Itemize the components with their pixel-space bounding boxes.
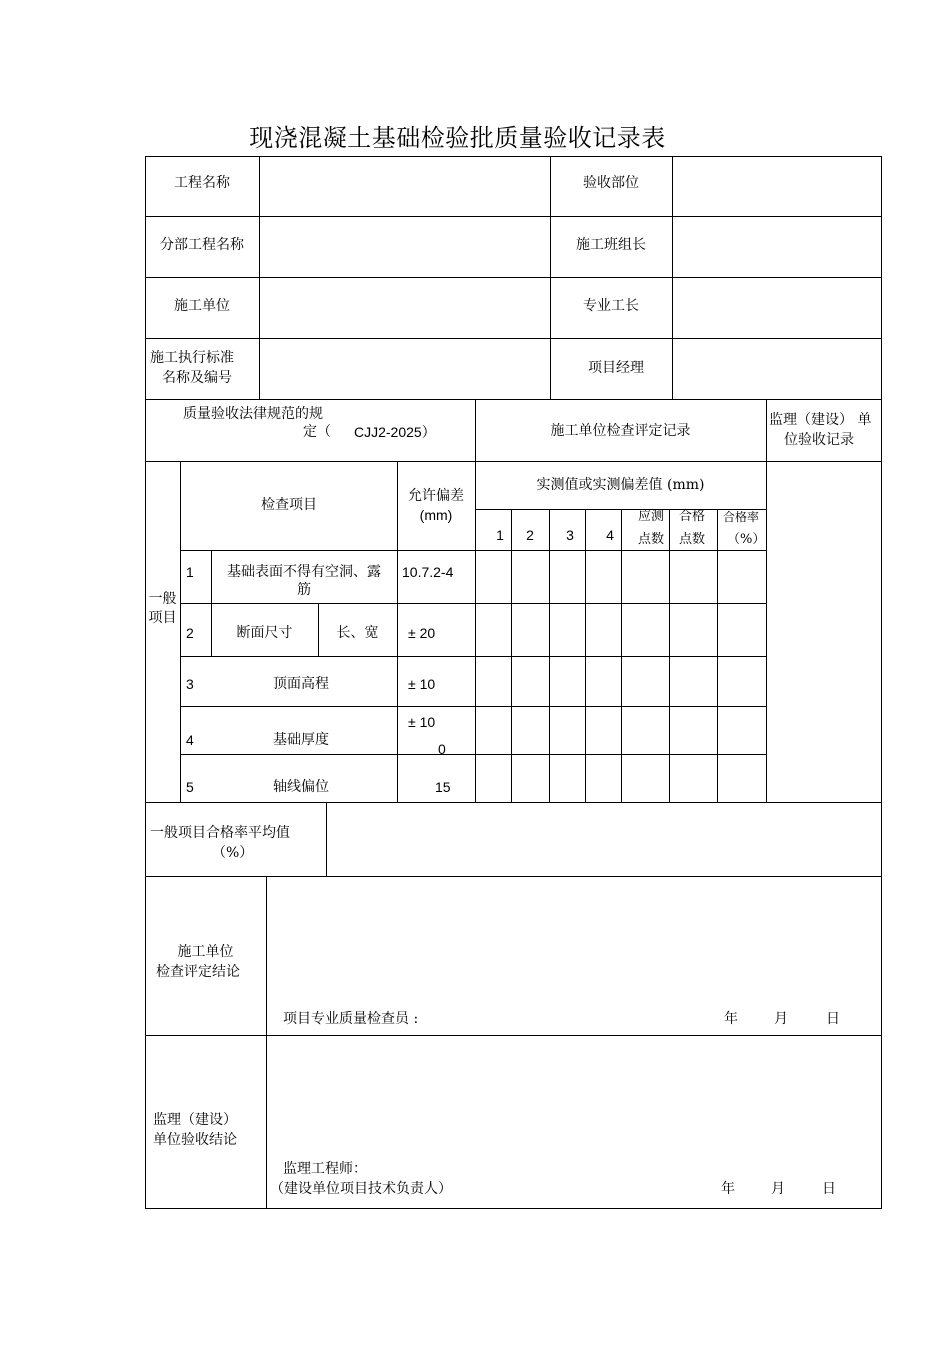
- supervisor-date-month: 月: [771, 1181, 785, 1197]
- supervisor-heading-line2: 位验收记录: [784, 432, 854, 448]
- document-title: 现浇混凝土基础检验批质量验收记录表: [249, 124, 666, 152]
- row-4-item: 基础厚度: [273, 732, 329, 748]
- label-acceptance-part: 验收部位: [583, 175, 639, 191]
- row-5-number: 5: [186, 779, 194, 795]
- table-rule-horizontal: [145, 1035, 882, 1036]
- table-rule-vertical: [766, 399, 767, 803]
- average-label-line1: 一般项目合格率平均值: [150, 825, 290, 841]
- average-label-line2: （%）: [212, 845, 254, 861]
- row-3-number: 3: [186, 676, 194, 692]
- spec-code: CJJ2-2025）: [354, 424, 436, 440]
- column-measure-2: 2: [526, 527, 534, 543]
- column-measure-4: 4: [606, 527, 614, 543]
- table-rule-vertical: [511, 509, 512, 803]
- row-2-subitem: 长、宽: [336, 625, 379, 641]
- table-rule-horizontal: [145, 1208, 882, 1209]
- column-tolerance-line2: (mm): [419, 507, 453, 523]
- table-rule-vertical: [585, 509, 586, 803]
- label-construction-unit: 施工单位: [174, 298, 230, 314]
- column-rate-line1: 合格率: [723, 510, 760, 524]
- owner-technical-lead-signature: （建设单位项目技术负责人）: [270, 1181, 452, 1197]
- table-rule-vertical: [881, 156, 882, 1209]
- column-rate-line2: （%）: [727, 532, 766, 547]
- table-rule-horizontal: [181, 754, 767, 755]
- contractor-date-day: 日: [826, 1011, 840, 1027]
- contractor-record-heading: 施工单位检查评定记录: [550, 423, 691, 439]
- label-standard-line1: 施工执行标准: [150, 350, 234, 366]
- label-project-manager: 项目经理: [588, 360, 644, 376]
- table-rule-vertical: [717, 509, 718, 803]
- table-rule-horizontal: [145, 338, 882, 339]
- table-rule-vertical: [266, 876, 267, 1209]
- row-1-item-line2: 筋: [297, 582, 311, 598]
- column-tolerance-line1: 允许偏差: [408, 488, 464, 504]
- column-check-item: 检查项目: [261, 497, 317, 513]
- label-standard-line2: 名称及编号: [162, 370, 232, 386]
- row-2-tolerance: ± 20: [408, 625, 436, 641]
- table-rule-vertical: [259, 156, 260, 400]
- supervisor-heading-line1: 监理（建设） 单: [769, 412, 872, 428]
- row-5-item: 轴线偏位: [273, 779, 329, 795]
- row-4-number: 4: [186, 732, 194, 748]
- table-rule-horizontal: [145, 216, 882, 217]
- quality-inspector-signature: 项目专业质量检查员 :: [283, 1011, 419, 1027]
- general-items-vertical-label: 一般项目: [148, 591, 177, 626]
- spec-line1: 质量验收法律规范的规: [183, 406, 323, 422]
- contractor-date-month: 月: [774, 1011, 788, 1027]
- table-rule-horizontal: [145, 461, 882, 462]
- supervisor-date-year: 年: [721, 1181, 735, 1197]
- row-1-tolerance: 10.7.2-4: [402, 564, 454, 580]
- row-4-tolerance-line1: ± 10: [408, 714, 436, 730]
- column-pass-line1: 合格: [679, 509, 706, 524]
- contractor-conclusion-label-line2: 检查评定结论: [156, 964, 240, 980]
- table-rule-vertical: [621, 509, 622, 803]
- table-rule-horizontal: [181, 656, 767, 657]
- row-5-tolerance: 15: [435, 779, 451, 795]
- column-measure-1: 1: [496, 527, 504, 543]
- row-1-item-line1: 基础表面不得有空洞、露: [227, 564, 381, 580]
- supervisor-date-day: 日: [822, 1181, 836, 1197]
- column-measure-3: 3: [566, 527, 574, 543]
- row-2-item: 断面尺寸: [236, 625, 293, 641]
- supervisor-conclusion-label-line1: 监理（建设）: [153, 1112, 237, 1128]
- column-points-line1: 应测: [638, 509, 665, 524]
- table-rule-horizontal: [145, 802, 882, 803]
- table-rule-horizontal: [181, 603, 767, 604]
- table-rule-horizontal: [145, 156, 882, 157]
- row-3-tolerance: ± 10: [408, 676, 436, 692]
- row-4-tolerance-line2: 0: [438, 741, 446, 757]
- row-2-number: 2: [186, 625, 194, 641]
- table-rule-horizontal: [145, 277, 882, 278]
- supervisor-conclusion-label-line2: 单位验收结论: [153, 1132, 237, 1148]
- contractor-date-year: 年: [724, 1011, 738, 1027]
- spec-prefix: 定（: [303, 424, 331, 440]
- contractor-conclusion-label-line1: 施工单位: [177, 944, 234, 960]
- table-rule-vertical: [475, 399, 476, 803]
- row-3-item: 顶面高程: [273, 676, 329, 692]
- row-1-number: 1: [186, 564, 194, 580]
- column-measured: 实测值或实测偏差值 (mm): [536, 477, 705, 493]
- column-points-line2: 点数: [638, 532, 665, 547]
- table-rule-vertical: [669, 509, 670, 803]
- column-pass-line2: 点数: [679, 532, 706, 547]
- label-team-leader: 施工班组长: [576, 237, 646, 253]
- supervising-engineer-signature: 监理工程师：: [283, 1161, 367, 1177]
- table-rule-horizontal: [145, 876, 882, 877]
- label-project-name: 工程名称: [174, 175, 230, 191]
- table-rule-vertical: [326, 802, 327, 877]
- table-rule-horizontal: [181, 706, 767, 707]
- table-rule-vertical: [672, 156, 673, 400]
- table-rule-horizontal: [181, 550, 767, 551]
- label-foreman: 专业工长: [583, 298, 639, 314]
- label-subproject-name: 分部工程名称: [160, 237, 244, 253]
- table-rule-vertical: [549, 509, 550, 803]
- table-rule-horizontal: [145, 399, 882, 400]
